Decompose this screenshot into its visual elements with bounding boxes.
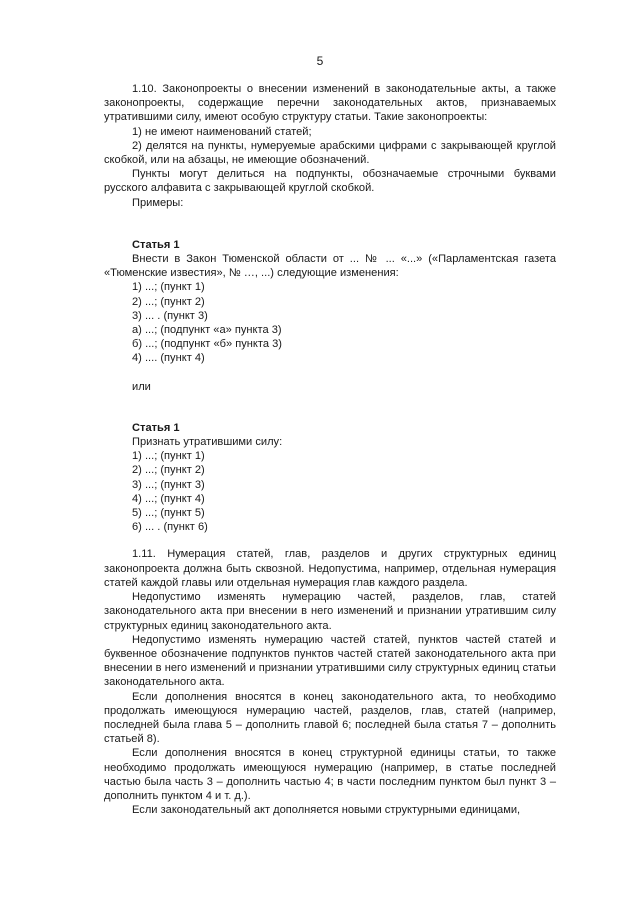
- section-1-11-p6: Если законодательный акт дополняется новыми структурными единицами,: [132, 804, 521, 817]
- section-1-10-intro: 1.10. Законопроекты о внесении изменений в законодательные акты, а также законопроекты, содержащие перечни законодательных актов, признаваемых утратившими силу, имеют особую структуру статьи. Такие законопроекты:: [104, 83, 556, 124]
- spacer: [104, 366, 556, 380]
- list-item: а) ...; (подпункт «а» пункта 3): [132, 324, 282, 337]
- list-item: 2) ...; (пункт 2): [132, 295, 205, 308]
- list-item: 6) ... . (пункт 6): [132, 521, 208, 534]
- separator-or: или: [132, 380, 151, 393]
- section-1-10-item-2: 2) делятся на пункты, нумеруемые арабскими цифрами с закрывающей круглой скобкой, или на абзацы, не имеющие обозначений.: [104, 139, 556, 167]
- example-2-text: Признать утратившими силу:: [132, 436, 283, 449]
- page-number: 5: [316, 54, 324, 68]
- example-1-text: Внести в Закон Тюменской области от ... № ... «...» («Парламентская газета «Тюменские известия», № …, ...) следующие изменения:: [104, 253, 556, 280]
- spacer: [104, 210, 556, 238]
- section-1-11-p4: Если дополнения вносятся в конец законодательного акта, то необходимо продолжать имеющуюся нумерацию частей, разделов, глав, статей (например, последней была глава 5 – дополнить главой 6; последней была статья 7 – дополнить статьей 8).: [104, 690, 556, 746]
- section-1-11-p3: Недопустимо изменять нумерацию частей статей, пунктов частей статей и буквенное обозначение подпунктов пунктов частей статей законодательного акта при внесении в него изменений и признании утратившими силу структурных единиц статьи законодательного акта.: [104, 633, 556, 689]
- example-1-heading: Статья 1: [132, 238, 180, 251]
- section-1-10-subpoints: Пункты могут делиться на подпункты, обозначаемые строчными буквами русского алфавита с закрывающей круглой скобкой.: [104, 168, 556, 195]
- examples-label: Примеры:: [132, 196, 184, 209]
- list-item: 1) ...; (пункт 1): [132, 281, 205, 294]
- spacer: [104, 534, 556, 547]
- section-1-10-item-1: 1) не имеют наименований статей;: [132, 125, 312, 138]
- list-item: 3) ...; (пункт 3): [132, 478, 205, 491]
- section-1-11-p1: 1.11. Нумерация статей, глав, разделов и других структурных единиц законопроекта должна быть сквозной. Недопустима, например, отдельная нумерация статей каждой главы или отдельная нумерация глав каждого раздела.: [104, 548, 556, 589]
- document-body: [104, 82, 556, 817]
- example-2-heading: Статья 1: [132, 421, 180, 434]
- section-1-11-p5: Если дополнения вносятся в конец структурной единицы статьи, то также необходимо продолжать имеющуюся нумерацию (например, в статье последней частью была часть 3 – дополнить частью 4; в части последним пунктом был пункт 3 – дополнить пунктом 4 и т. д.).: [104, 747, 556, 802]
- list-item: 1) ...; (пункт 1): [132, 450, 205, 463]
- list-item: б) ...; (подпункт «б» пункта 3): [132, 338, 282, 351]
- list-item: 4) .... (пункт 4): [132, 352, 205, 365]
- section-1-11-p2: Недопустимо изменять нумерацию частей, разделов, глав, статей законодательного акта при внесении в него изменений и признании утратившим силу структурных единиц законодательного акта.: [104, 591, 556, 632]
- example-2-items: [104, 449, 556, 534]
- list-item: 2) ...; (пункт 2): [132, 464, 205, 477]
- example-1-items: [104, 280, 556, 365]
- list-item: 4) ...; (пункт 4): [132, 492, 205, 505]
- spacer: [104, 394, 556, 421]
- list-item: 3) ... . (пункт 3): [132, 309, 208, 322]
- list-item: 5) ...; (пункт 5): [132, 507, 205, 520]
